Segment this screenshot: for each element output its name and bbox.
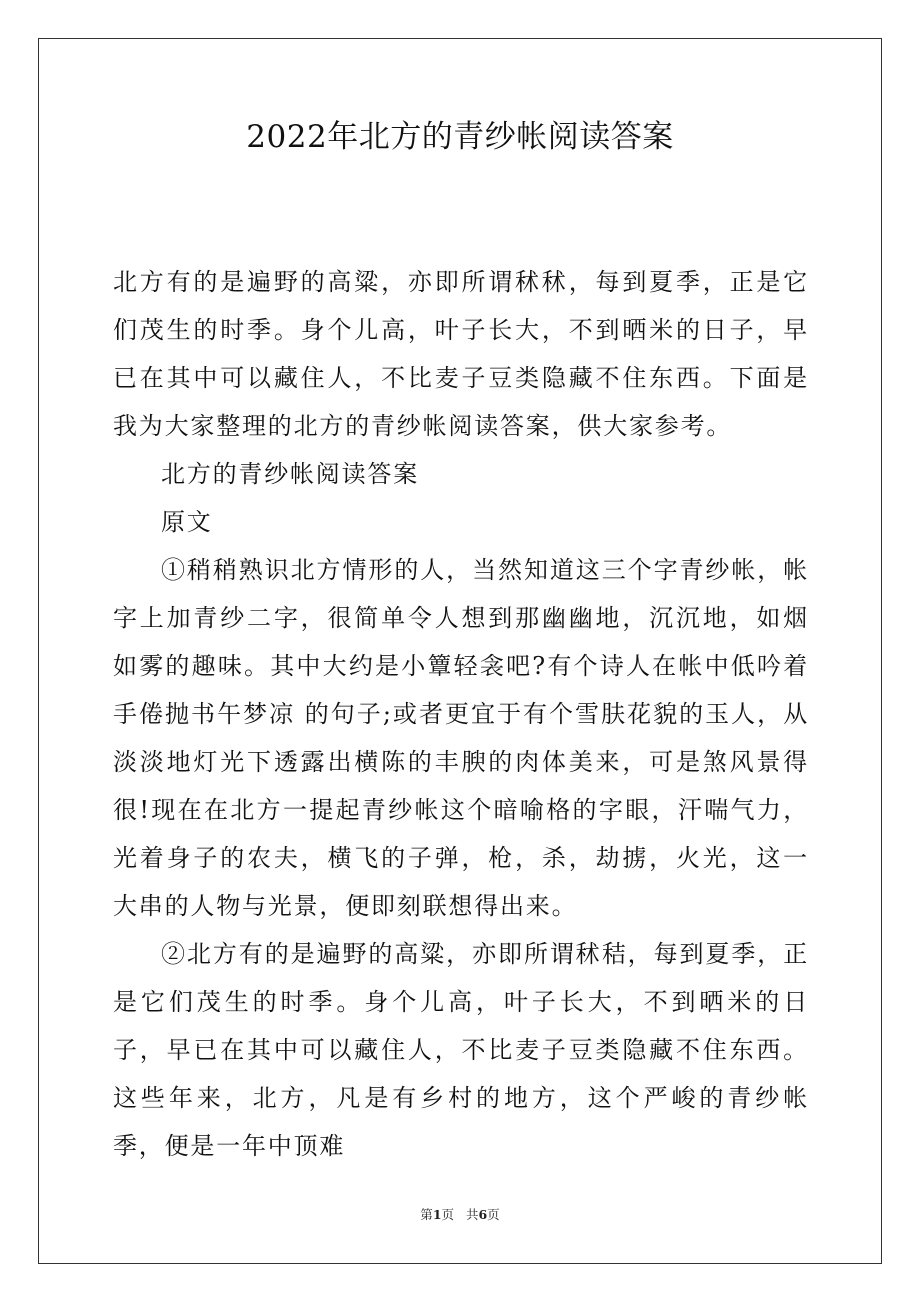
document-title: 2022年北方的青纱帐阅读答案 xyxy=(246,119,674,155)
paragraph-1: ①稍稍熟识北方情形的人，当然知道这三个字青纱帐，帐字上加青纱二字，很简单令人想到那幽幽地，沉沉地，如烟如雾的趣味。其中大约是小簟轻衾吧?有个诗人在帐中低吟着手倦抛书午梦凉 的句子;或者更宜于有个雪肤花貌的玉人，从淡淡地灯光下透露出横陈的丰腴的肉体美来，可是煞风景得很!现在在北方一提起青纱帐这个暗喻格的字眼，汗喘气力，光着身子的农夫，横飞的子弹，枪，杀，劫掳，火光，这一大串的人物与光景，便即刻联想得出来。 xyxy=(113,556,809,920)
footer-page-suffix: 页 xyxy=(441,1207,455,1222)
current-page-number: 1 xyxy=(432,1207,442,1222)
footer-prefix: 第 xyxy=(420,1207,433,1222)
paragraph-intro: 北方有的是遍野的高粱，亦即所谓秫秫，每到夏季，正是它们茂生的时季。身个儿高，叶子长大，不到晒米的日子，早已在其中可以藏住人，不比麦子豆类隐藏不住东西。下面是我为大家整理的北方的青纱帐阅读答案，供大家参考。 xyxy=(113,268,809,440)
page-footer xyxy=(0,1206,920,1224)
paragraph-2: ②北方有的是遍野的高粱，亦即所谓秫秸，每到夏季，正是它们茂生的时季。身个儿高，叶子长大，不到晒米的日子，早已在其中可以藏住人，不比麦子豆类隐藏不住东西。这些年来，北方，凡是有乡村的地方，这个严峻的青纱帐季，便是一年中顶难 xyxy=(113,940,809,1160)
footer-total-prefix: 共 xyxy=(465,1207,479,1222)
document-body xyxy=(113,258,809,1170)
section-label-original: 原文 xyxy=(161,508,213,536)
footer-total-suffix: 页 xyxy=(487,1207,500,1222)
total-pages-number: 6 xyxy=(478,1207,488,1222)
section-heading: 北方的青纱帐阅读答案 xyxy=(161,460,419,488)
